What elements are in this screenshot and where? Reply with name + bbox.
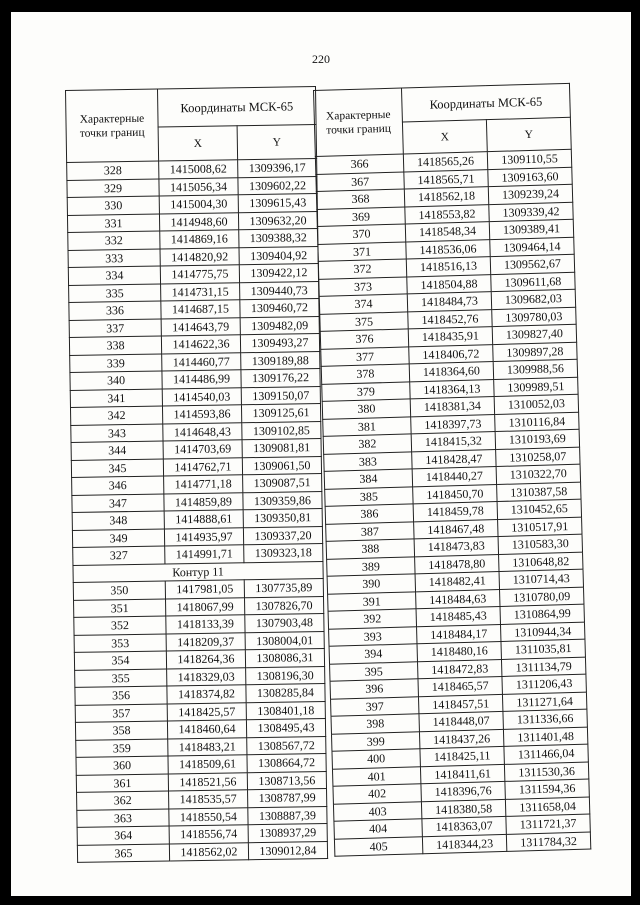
y-coordinate: 1311336,66	[503, 709, 587, 729]
y-coordinate: 1309632,20	[238, 211, 317, 230]
y-coordinate: 1309404,92	[239, 246, 318, 265]
point-number: 339	[70, 354, 162, 373]
x-coordinate: 1418415,32	[411, 432, 495, 452]
x-coordinate: 1418556,74	[169, 825, 248, 844]
y-coordinate: 1309389,41	[489, 219, 573, 239]
x-coordinate: 1418467,48	[414, 519, 498, 539]
x-coordinate: 1414540,03	[162, 387, 241, 406]
x-coordinate: 1418264,36	[166, 650, 245, 669]
x-coordinate: 1418521,56	[168, 772, 247, 791]
point-number: 358	[75, 721, 167, 740]
point-number: 380	[322, 399, 410, 419]
point-number: 381	[323, 416, 411, 436]
point-number: 403	[333, 801, 421, 821]
x-header-right: X	[402, 120, 487, 154]
y-coordinate: 1309440,73	[240, 281, 319, 300]
y-coordinate: 1309611,68	[491, 272, 575, 292]
x-coordinate: 1418473,83	[414, 537, 498, 557]
x-coordinate: 1418457,51	[418, 694, 502, 714]
x-coordinate: 1418504,88	[407, 274, 491, 294]
y-coordinate: 1309682,03	[491, 289, 575, 309]
point-number: 353	[74, 633, 166, 652]
point-number: 384	[324, 469, 412, 489]
y-coordinate: 1309110,55	[487, 149, 571, 169]
x-coordinate: 1418484,73	[407, 292, 491, 312]
x-coordinate: 1418067,99	[165, 597, 244, 616]
point-number: 350	[73, 581, 165, 600]
x-coordinate: 1418381,34	[410, 397, 494, 417]
x-coordinate: 1418535,57	[169, 790, 248, 809]
point-number: 327	[73, 546, 165, 565]
y-coordinate: 1309388,32	[239, 229, 318, 248]
point-number: 401	[332, 766, 420, 786]
point-number: 402	[333, 784, 421, 804]
point-number: 363	[77, 808, 169, 827]
left-coordinates-table-wrap	[65, 86, 328, 863]
x-coordinate: 1414486,99	[162, 370, 241, 389]
coords-header: Координаты МСК-65	[157, 87, 316, 127]
point-number: 392	[328, 609, 416, 629]
y-coordinate: 1311206,43	[502, 674, 586, 694]
x-coordinate: 1414948,60	[159, 212, 238, 231]
point-number: 330	[67, 196, 159, 215]
point-number: 361	[76, 773, 168, 792]
x-coordinate: 1415056,34	[159, 177, 238, 196]
point-number: 397	[331, 696, 419, 716]
point-number: 333	[68, 249, 160, 268]
y-coordinate: 1309061,50	[242, 456, 321, 475]
x-coordinate: 1418536,06	[406, 239, 490, 259]
x-coordinate: 1414869,16	[160, 230, 239, 249]
x-coordinate: 1418374,82	[167, 685, 246, 704]
point-number: 366	[315, 154, 403, 174]
point-number: 399	[331, 731, 419, 751]
point-number: 368	[316, 189, 404, 209]
point-number: 371	[318, 241, 406, 261]
x-coordinate: 1418483,21	[168, 737, 247, 756]
x-coordinate: 1418480,16	[417, 641, 501, 661]
left-table-body-a	[67, 159, 323, 565]
y-coordinate: 1308937,29	[248, 823, 327, 842]
x-coordinate: 1414820,92	[160, 247, 239, 266]
y-coordinate: 1308086,31	[245, 648, 324, 667]
y-coordinate: 1309482,09	[240, 316, 319, 335]
point-number: 377	[321, 346, 409, 366]
y-coordinate: 1310452,65	[497, 499, 581, 519]
point-number: 351	[74, 598, 166, 617]
y-coordinate: 1308887,39	[248, 806, 327, 825]
point-number: 376	[320, 329, 408, 349]
x-coordinate: 1418516,13	[406, 257, 490, 277]
point-number: 370	[317, 224, 405, 244]
point-number: 343	[71, 424, 163, 443]
x-coordinate: 1418509,61	[168, 755, 247, 774]
point-number: 347	[72, 493, 164, 512]
y-coordinate: 1311134,79	[501, 657, 585, 677]
point-number: 359	[76, 738, 168, 757]
x-coordinate: 1418562,18	[404, 187, 488, 207]
point-number: 389	[327, 556, 415, 576]
point-number: 352	[74, 616, 166, 635]
y-header-right: Y	[486, 117, 571, 151]
point-number: 355	[75, 668, 167, 687]
y-coordinate: 1309493,27	[240, 334, 319, 353]
x-coordinate: 1414643,79	[161, 317, 240, 336]
x-coordinate: 1418485,43	[416, 606, 500, 626]
point-number: 369	[317, 206, 405, 226]
point-number: 394	[329, 644, 417, 664]
point-number: 338	[69, 336, 161, 355]
y-coordinate: 1309323,18	[244, 544, 323, 563]
point-number: 382	[323, 434, 411, 454]
left-table-body-b	[73, 579, 327, 863]
y-coordinate: 1310322,70	[496, 464, 580, 484]
y-coordinate: 1308285,84	[246, 683, 325, 702]
x-coordinate: 1414703,69	[163, 440, 242, 459]
point-number: 356	[75, 686, 167, 705]
y-coordinate: 1309163,60	[488, 167, 572, 187]
y-coordinate: 1309897,28	[493, 342, 577, 362]
x-coordinate: 1418428,47	[412, 449, 496, 469]
y-coordinate: 1309422,12	[239, 264, 318, 283]
y-coordinate: 1309239,24	[488, 184, 572, 204]
contour-label: Контур 11	[73, 561, 323, 582]
points-header-right: Характерные точки границ	[314, 88, 404, 156]
x-coordinate: 1418380,58	[421, 799, 505, 819]
y-coordinate: 1310258,07	[496, 447, 580, 467]
point-number: 364	[77, 826, 169, 845]
y-header: Y	[237, 125, 317, 160]
y-coordinate: 1309350,81	[243, 509, 322, 528]
x-coordinate: 1418550,54	[169, 807, 248, 826]
x-coordinate: 1414731,15	[161, 282, 240, 301]
point-number: 400	[332, 749, 420, 769]
x-coordinate: 1415008,62	[159, 160, 238, 179]
point-number: 341	[70, 389, 162, 408]
x-coordinate: 1418425,57	[167, 702, 246, 721]
point-number: 396	[330, 679, 418, 699]
x-coordinate: 1418448,07	[419, 711, 503, 731]
point-number: 379	[322, 381, 410, 401]
y-coordinate: 1310648,82	[499, 552, 583, 572]
left-coordinates-table	[65, 86, 328, 863]
y-coordinate: 1309339,42	[489, 202, 573, 222]
x-coordinate: 1418478,80	[415, 554, 499, 574]
y-coordinate: 1308495,43	[246, 718, 325, 737]
point-number: 391	[328, 591, 416, 611]
y-coordinate: 1309562,67	[490, 254, 574, 274]
point-number: 360	[76, 756, 168, 775]
x-coordinate: 1414859,89	[164, 492, 243, 511]
x-coordinate: 1414991,71	[165, 545, 244, 564]
y-coordinate: 1310944,34	[500, 622, 584, 642]
point-number: 375	[320, 311, 408, 331]
point-number: 398	[331, 714, 419, 734]
point-number: 362	[77, 791, 169, 810]
x-coordinate: 1418363,07	[422, 816, 506, 836]
point-number: 357	[75, 703, 167, 722]
x-coordinate: 1418452,76	[408, 309, 492, 329]
x-coordinate: 1418562,02	[169, 842, 248, 861]
y-coordinate: 1309012,84	[248, 841, 327, 860]
point-number: 388	[326, 539, 414, 559]
x-coordinate: 1418437,26	[419, 729, 503, 749]
y-coordinate: 1310714,43	[499, 569, 583, 589]
x-coordinate: 1418133,39	[166, 615, 245, 634]
y-coordinate: 1308196,30	[246, 666, 325, 685]
y-coordinate: 1308401,18	[246, 701, 325, 720]
x-coordinate: 1418484,17	[417, 624, 501, 644]
y-coordinate: 1307826,70	[244, 596, 323, 615]
point-number: 345	[71, 459, 163, 478]
point-number: 383	[324, 451, 412, 471]
y-coordinate: 1311530,36	[504, 762, 588, 782]
point-number: 354	[74, 651, 166, 670]
right-coordinates-table-wrap	[313, 83, 591, 857]
x-coordinate: 1417981,05	[165, 580, 244, 599]
y-coordinate: 1309396,17	[238, 159, 317, 178]
x-coordinate: 1418425,11	[420, 746, 504, 766]
page-number: 220	[312, 52, 330, 66]
x-coordinate: 1418411,61	[420, 764, 504, 784]
y-coordinate: 1310517,91	[498, 517, 582, 537]
point-number: 374	[319, 294, 407, 314]
y-coordinate: 1308787,99	[248, 788, 327, 807]
y-coordinate: 1310583,30	[498, 534, 582, 554]
y-coordinate: 1311721,37	[506, 814, 590, 834]
x-coordinate: 1418396,76	[421, 781, 505, 801]
point-number: 348	[72, 511, 164, 530]
x-coordinate: 1418450,70	[413, 484, 497, 504]
x-coordinate: 1414460,77	[162, 352, 241, 371]
point-number: 386	[325, 504, 413, 524]
x-coordinate: 1418465,57	[418, 676, 502, 696]
point-number: 329	[67, 179, 159, 198]
table-row	[77, 841, 327, 862]
point-number: 405	[334, 836, 422, 856]
y-coordinate: 1309780,03	[492, 307, 576, 327]
y-coordinate: 1309125,61	[241, 404, 320, 423]
coords-header-right: Координаты МСК-65	[401, 83, 570, 122]
y-coordinate: 1310052,03	[494, 394, 578, 414]
y-coordinate: 1309087,51	[243, 474, 322, 493]
y-coordinate: 1311271,64	[502, 692, 586, 712]
point-number: 387	[326, 521, 414, 541]
point-number: 404	[334, 819, 422, 839]
y-coordinate: 1308664,72	[247, 753, 326, 772]
x-coordinate: 1418548,34	[405, 222, 489, 242]
y-coordinate: 1309989,51	[494, 377, 578, 397]
x-coordinate: 1418482,41	[415, 571, 499, 591]
y-coordinate: 1309176,22	[241, 369, 320, 388]
point-number: 331	[67, 214, 159, 233]
x-coordinate: 1418364,13	[410, 379, 494, 399]
y-coordinate: 1308567,72	[247, 736, 326, 755]
x-coordinate: 1418440,27	[412, 467, 496, 487]
point-number: 335	[69, 284, 161, 303]
point-number: 365	[77, 843, 169, 862]
point-number: 385	[325, 486, 413, 506]
document-page	[11, 12, 631, 896]
y-coordinate: 1310116,84	[495, 412, 579, 432]
point-number: 395	[330, 661, 418, 681]
y-coordinate: 1309150,07	[241, 386, 320, 405]
point-number: 340	[70, 371, 162, 390]
point-number: 328	[67, 161, 159, 180]
y-coordinate: 1309337,20	[243, 526, 322, 545]
points-header: Характерные точки границ	[66, 89, 159, 162]
point-number: 332	[68, 231, 160, 250]
x-coordinate: 1414775,75	[160, 265, 239, 284]
x-header: X	[158, 126, 238, 161]
x-coordinate: 1418435,91	[408, 327, 492, 347]
x-coordinate: 1414593,86	[162, 405, 241, 424]
x-coordinate: 1418472,83	[417, 659, 501, 679]
y-coordinate: 1309359,86	[243, 491, 322, 510]
point-number: 342	[70, 406, 162, 425]
x-coordinate: 1418460,64	[167, 720, 246, 739]
x-coordinate: 1414648,43	[163, 422, 242, 441]
x-coordinate: 1418364,60	[409, 362, 493, 382]
point-number: 334	[68, 266, 160, 285]
y-coordinate: 1309464,14	[490, 237, 574, 257]
y-coordinate: 1309189,88	[241, 351, 320, 370]
x-coordinate: 1414622,36	[161, 335, 240, 354]
x-coordinate: 1414771,18	[164, 475, 243, 494]
point-number: 346	[72, 476, 164, 495]
right-table-body	[315, 149, 590, 856]
y-coordinate: 1311401,48	[503, 727, 587, 747]
y-coordinate: 1311784,32	[506, 832, 590, 852]
point-number: 372	[318, 259, 406, 279]
x-coordinate: 1418329,03	[167, 667, 246, 686]
point-number: 337	[69, 319, 161, 338]
y-coordinate: 1310780,09	[500, 587, 584, 607]
point-number: 390	[327, 574, 415, 594]
x-coordinate: 1418397,73	[411, 414, 495, 434]
x-coordinate: 1418484,63	[416, 589, 500, 609]
y-coordinate: 1309460,72	[240, 299, 319, 318]
y-coordinate: 1309102,85	[242, 421, 321, 440]
point-number: 373	[319, 276, 407, 296]
point-number: 367	[316, 171, 404, 191]
y-coordinate: 1308004,01	[245, 631, 324, 650]
x-coordinate: 1414687,15	[161, 300, 240, 319]
y-coordinate: 1310193,69	[495, 429, 579, 449]
x-coordinate: 1414762,71	[163, 457, 242, 476]
point-number: 393	[329, 626, 417, 646]
y-coordinate: 1307735,89	[244, 579, 323, 598]
x-coordinate: 1418209,37	[166, 632, 245, 651]
x-coordinate: 1414935,97	[164, 527, 243, 546]
point-number: 378	[321, 364, 409, 384]
x-coordinate: 1418459,78	[413, 502, 497, 522]
right-coordinates-table	[313, 83, 591, 857]
y-coordinate: 1309081,81	[242, 439, 321, 458]
y-coordinate: 1311594,36	[505, 779, 589, 799]
y-coordinate: 1310864,99	[500, 604, 584, 624]
point-number: 344	[71, 441, 163, 460]
point-number: 349	[72, 528, 164, 547]
x-coordinate: 1418553,82	[405, 204, 489, 224]
x-coordinate: 1414888,61	[164, 510, 243, 529]
y-coordinate: 1311658,04	[505, 797, 589, 817]
y-coordinate: 1310387,58	[497, 482, 581, 502]
y-coordinate: 1307903,48	[245, 614, 324, 633]
x-coordinate: 1418565,71	[404, 169, 488, 189]
y-coordinate: 1309988,56	[493, 359, 577, 379]
x-coordinate: 1418344,23	[422, 834, 506, 854]
y-coordinate: 1311035,81	[501, 639, 585, 659]
y-coordinate: 1309602,22	[238, 176, 317, 195]
y-coordinate: 1308713,56	[247, 771, 326, 790]
point-number: 336	[69, 301, 161, 320]
y-coordinate: 1309615,43	[238, 194, 317, 213]
x-coordinate: 1418565,26	[403, 152, 487, 172]
x-coordinate: 1418406,72	[409, 344, 493, 364]
y-coordinate: 1309827,40	[492, 324, 576, 344]
y-coordinate: 1311466,04	[504, 744, 588, 764]
x-coordinate: 1415004,30	[159, 195, 238, 214]
